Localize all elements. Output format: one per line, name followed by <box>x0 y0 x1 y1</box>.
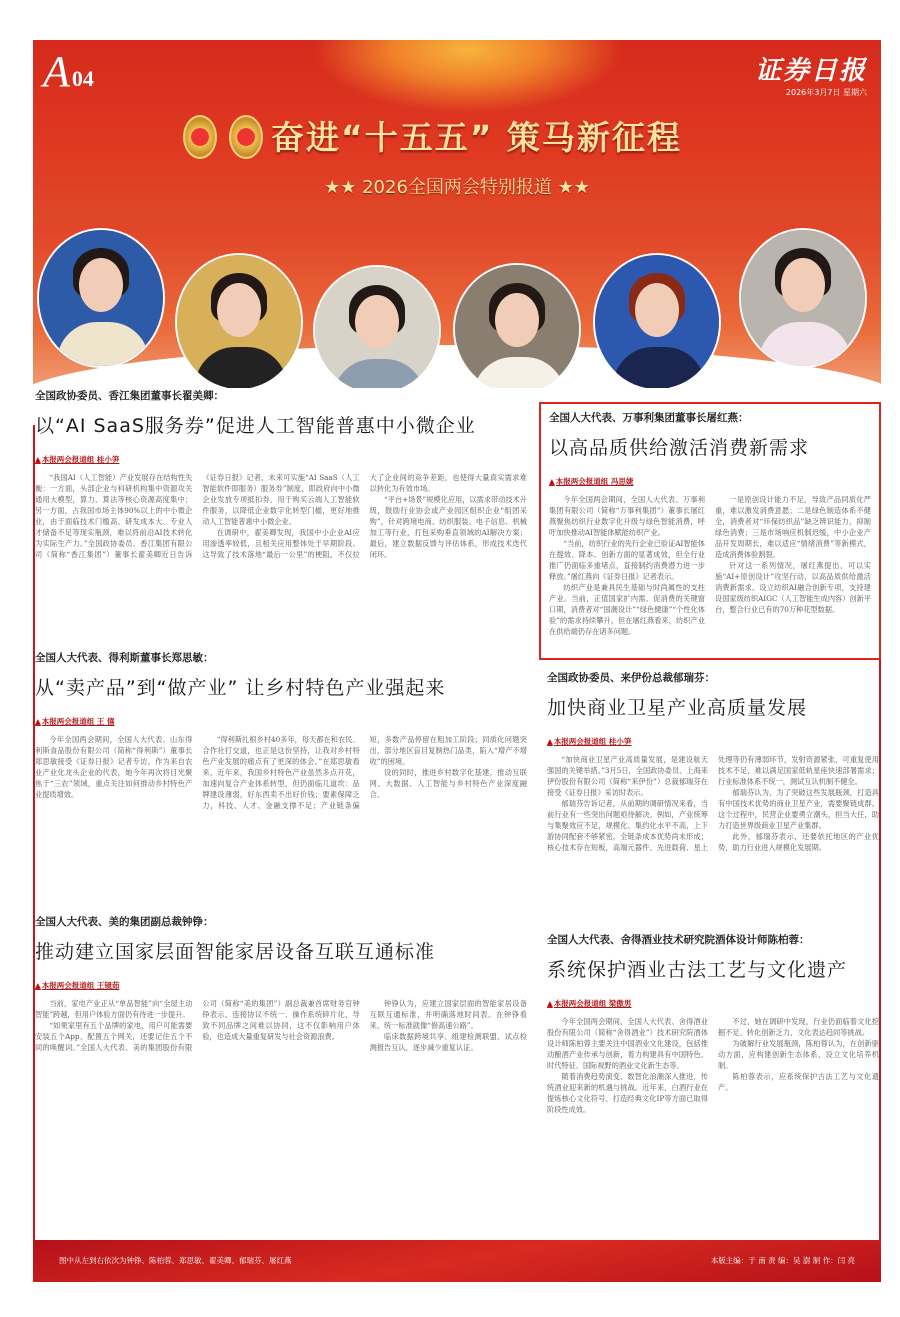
article-kicker: 全国人大代表、美的集团副总裁钟铮： <box>35 916 214 928</box>
article-byline: ▲ 本报两会报道组 冯思婕 <box>549 476 633 487</box>
article-zhong-zheng <box>35 914 527 1234</box>
newspaper-page <box>33 40 881 1282</box>
page-number: A04 <box>43 47 94 96</box>
portrait-strip <box>33 225 881 395</box>
article-body: 今年全国两会期间，全国人大代表、舍得酒业股份有限公司（简称“舍得酒业”）技术研究院酒体设计师陈柏蓉主要关注中国酒业文化建设，包括推动酿酒产业传承与创新，着力构建具有中国特色、时代特征、国际视野的酒业文化新生态等。 随着消费趋势演变、数智化浪潮深入推进，传统酒业迎来新的机遇与挑战。近年来，白酒行业在提炼核心文化符号、打造经典文化IP等方面已取得阶段性成效。 不过，她在调研中发现，行业仍面临着文化挖掘不足、转化创新乏力、文化表达趋同等挑战。 为破解行业发展瓶颈，陈柏蓉认为，在创新驱动方面，应构建创新生态体系，设立文化培养机制。 陈柏蓉表示，应系统保护古法工艺与文化遗产。 <box>547 1017 879 1114</box>
article-kicker: 全国政协委员、香江集团董事长翟美卿： <box>35 390 224 402</box>
cppcc-emblem-icon <box>229 115 263 159</box>
article-byline: ▲ 本报两会报道组 桂小笋 <box>547 736 631 747</box>
article-yu-ruifen <box>547 670 879 920</box>
article-body: “加快商业卫星产业高质量发展，是建设航天强国的关键举措。”3月5日，全国政协委员、上海来伊份股份有限公司（简称“来伊份”）总裁郁瑞芬在接受《证券日报》采访时表示。 郁瑞芬告诉记者，从前期的调研情况来看，当前行业有一些突出问题亟待解决。例如，产业统筹与集聚效应不足，规模化、集约化水平不高，上下游协同配套不够紧密，全链条成本优势尚未形成；核心技术存在短板，高端元器件、先进载荷、星上处理等仍有薄弱环节，发射资源紧张、可重复使用技术不足，难以满足国家低轨星座快速部署需求；行业标准体系不统一，测试互认机制不健全。 郁瑞芬认为，为了突破这些发展瓶颈，打造具有中国技术优势的商业卫星产业，需要聚链成群。这个过程中，民营企业要勇立潮头，担当大任，助力打造世界级商业卫星产业集群。 此外，郁瑞芬表示，还要依托地区的产业优势，助力行业进入规模化发展期。 <box>547 755 879 852</box>
article-headline: 推动建立国家层面智能家居设备互联互通标准 <box>35 941 436 963</box>
article-headline: 以“AI SaaS服务券”促进人工智能普惠中小微企业 <box>35 415 476 437</box>
editor-credits: 本版主编：于 南 责 编：吴 澍 制 作：闫 亮 <box>710 1256 855 1265</box>
article-headline: 以高品质供给激活消费新需求 <box>549 437 810 459</box>
banner-title: 奋进“十五五” 策马新征程 <box>271 118 682 157</box>
article-kicker: 全国人大代表、得利斯董事长郑思敏： <box>35 652 214 664</box>
portrait-zheng-simin <box>313 265 441 395</box>
article-body: 今年全国两会期间，全国人大代表、山东得利斯食品股份有限公司（简称“得利斯”）董事长郑思敏接受《证券日报》记者专访。作为来自农业产业化龙头企业的代表，她今年再次将目光聚焦于“三农”领域，重点关注如何推动乡村特色产业提质增效。 “得利斯扎根乡村40多年，每天都在和农民、合作社打交道，也正是这份坚持，让我对乡村特色产业发展的痛点有了更深的体会。”在郑思敏看来，近年来，我国乡村特色产业虽然多点开花，加速向复合产业体系转型，但仍面临几道坎：品牌建设薄弱，好东西卖不出好价钱；要素保障乏力，科技、人才、金融支撑不足；产业链条偏短，多数产品停留在粗加工阶段；同质化问题突出，部分地区盲目复制热门品类，陷入“增产不增收”的困境。 设的同时，推进乡村数字化基建，推动互联网、大数据、人工智能与乡村特色产业深度融合。 <box>35 735 527 810</box>
articles-area <box>35 388 879 1240</box>
article-headline: 加快商业卫星产业高质量发展 <box>547 697 808 719</box>
portrait-zhai-meiqing <box>453 263 581 395</box>
page-footer <box>33 1240 881 1282</box>
national-emblem-icon <box>183 115 217 159</box>
portrait-chen-borong <box>175 253 303 391</box>
article-kicker: 全国人大代表、万事利集团董事长屠红燕： <box>549 412 749 424</box>
issue-date: 2026年3月7日 星期六 <box>785 88 867 97</box>
article-tu-hongyan <box>539 402 881 660</box>
article-body: 当前，家电产业正从“单品智能”向“全屋主动智能”跨越，但用户体验方面仍有待进一步提升。 “如果家里有五个品牌的家电，用户可能需要安装五个App、配置五个网关，还要记住五个不同的唤醒词。”全国人大代表、美的集团股份有限公司（简称“美的集团”）副总裁兼首席财务官钟铮表示，连接协议不统一、操作系统碎片化，导致不同品牌之间难以协同，这不仅影响用户体验，也造成大量重复研发与社会资源浪费。 钟铮认为，应建立国家层面的智能家居设备互联互通标准，并明确落地时间表。在钟铮看来，统一标准就像“修高速公路”。 临床数据跨境共享、组建检测联盟、试点检测报告互认，逐步减少重复认证。 <box>35 999 527 1052</box>
article-byline: ▲ 本报两会报道组 王镜茹 <box>35 980 119 991</box>
portrait-tu-hongyan <box>739 228 867 368</box>
portrait-yu-ruifen <box>593 253 721 391</box>
banner-subtitle: ★★ 2026全国两会特别报道 ★★ <box>324 177 590 198</box>
paper-logo: 证券日报 <box>754 56 867 86</box>
article-zheng-simin <box>35 650 527 900</box>
article-kicker: 全国人大代表、舍得酒业技术研究院酒体设计师陈柏蓉： <box>547 934 810 946</box>
article-headline: 从“卖产品”到“做产业” 让乡村特色产业强起来 <box>35 677 446 699</box>
article-byline: ▲ 本报两会报道组 王 僖 <box>35 716 115 727</box>
article-zhai-meiqing <box>35 388 527 640</box>
article-body: 今年全国两会期间，全国人大代表、万事利集团有限公司（简称“万事利集团”）董事长屠红燕聚焦纺织行业数字化升级与绿色智能消费，呼吁加快推动AI智能体赋能纺织产业。 “当前，纺织行业的先行企业已验证AI智能体在提效、降本、创新方面的显著成效，但全行业推广仍面临多重堵点，直接制约消费潜力进一步释放。”屠红燕向《证券日报》记者表示。 纺织产业是兼具民生基础与时尚属性的支柱产业。当前，正值国家扩内需、促消费的关键窗口期，消费者对“国潮设计”“绿色健康”“个性化体验”的需求持续攀升。但在屠红燕看来，纺织产业在供给端仍存在诸多问题。 一是原创设计能力不足，导致产品同质化严重，难以激发消费意愿；二是绿色制造体系不健全，消费者对“环保纺织品”缺乏辨识能力，抑制绿色消费；三是市场响应机制迟缓，中小企业产品开发周期长，难以适应“情绪消费”等新模式，造成消费体验割裂。 针对这一系列情况，屠红燕提出，可以实施“AI+原创设计”攻坚行动，以高品质供给激活消费新需求。设立纺织AI融合创新专项，支持建设国家级纺织AIGC（人工智能生成内容）创新平台，整合行业已有的70万种花型数据。 <box>549 495 871 636</box>
photo-caption: 图中从左到右依次为钟铮、陈柏蓉、郑思敏、翟美卿、郁瑞芬、屠红燕 <box>59 1256 292 1265</box>
header-banner <box>33 40 881 230</box>
portrait-zhong-zheng <box>37 228 165 368</box>
article-byline: ▲ 本报两会报道组 桂小笋 <box>35 454 119 465</box>
article-headline: 系统保护酒业古法工艺与文化遗产 <box>547 959 848 981</box>
masthead <box>755 50 867 98</box>
article-kicker: 全国政协委员、来伊份总裁郁瑞芬： <box>547 672 715 684</box>
article-chen-borong <box>547 932 879 1232</box>
article-byline: ▲ 本报两会报道组 梁傲男 <box>547 998 631 1009</box>
article-body: “我国AI（人工智能）产业发展存在结构性失衡：一方面，头部企业与科研机构集中资源攻关通用大模型，算力、算法等核心资源高度集中；另一方面，占我国市场主体90%以上的中小微企业，由于面临技术门槛高、研发成本大、专业人才储备不足等现实瓶颈，难以将前沿AI技术转化为实际生产力。”全国政协委员、香江集团有限公司（简称“香江集团”）董事长翟美卿近日告诉《证券日报》记者，未来可实施“AI SaaS（人工智能软件即服务）服务券”制度，即政府向中小微企业发放专项抵扣券，用于购买云端人工智能软件服务，以降低企业数字化转型门槛，更好地推动人工智能普惠中小微企业。 在调研中，翟美卿发现，我国中小企业AI应用渗透率较低，且相关应用整体处于早期阶段。这导致了技术落地“最后一公里”的梗阻，不仅拉大了企业间的竞争差距，也使得大量真实需求难以转化为有效市场。 “平台+场景”规模化应用，以需求带动技术升级，鼓励行业协会或产业园区组织企业“组团采购”，针对跨境电商、纺织服装、电子信息、机械加工等行业，打包采购垂直领域的AI解决方案；最后，建立数据反馈与评估体系，形成技术迭代闭环。 <box>35 473 527 559</box>
